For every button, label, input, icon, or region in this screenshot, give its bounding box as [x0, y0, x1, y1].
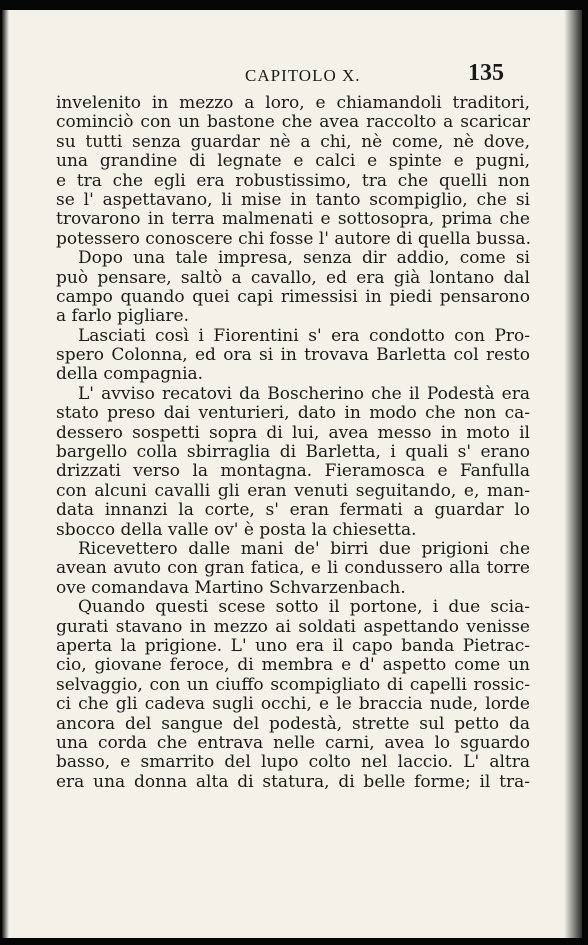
- text-line: stato preso dai venturieri, dato in modo che non ca-: [56, 403, 530, 424]
- text-line: potessero conoscere chi fosse l' autore di quella bussa.: [56, 228, 531, 249]
- text-line: ove comandava Martino Schvarzenbach.: [56, 577, 406, 598]
- text-line: ci che gli cadeva sugli occhi, e le braccia nude, lorde: [56, 694, 530, 715]
- text-line: bargello colla sbirraglia di Barletta, i quali s' erano: [56, 442, 530, 463]
- text-line: basso, e smarrito del lupo colto nel laccio. L' altra: [56, 752, 530, 773]
- text-line: una corda che entrava nelle carni, avea lo sguardo: [56, 732, 530, 753]
- paragraph-start: Quando questi scese sotto il portone, i due scia-: [78, 597, 530, 618]
- text-line: ancora del sangue del podestà, strette sul petto da: [56, 713, 530, 734]
- text-line: dessero sospetti sopra di lui, avea messo in moto il: [56, 422, 530, 443]
- running-head: [2, 60, 582, 90]
- text-line: campo quando quei capi rimessisi in piedi pensarono: [56, 286, 530, 307]
- paragraph-start: Ricevettero dalle mani de' birri due prigioni che: [78, 538, 530, 559]
- text-line: gurati stavano in mezzo ai soldati aspettando venisse: [56, 616, 530, 637]
- page-left-edge: [2, 10, 9, 938]
- text-line: se l' aspettavano, li mise in tanto scompiglio, che si: [56, 189, 530, 210]
- text-line: della compagnia.: [56, 364, 204, 385]
- text-line: drizzati verso la montagna. Fieramosca e Fanfulla: [56, 461, 530, 482]
- text-line: spero Colonna, ed ora si in trovava Barletta col resto: [56, 345, 530, 366]
- text-line: e tra che egli era robustissimo, tra che quelli non: [56, 170, 530, 191]
- text-line: con alcuni cavalli gli eran venuti seguitando, e, man-: [56, 480, 530, 501]
- page-right-edge: [564, 10, 582, 938]
- text-line: invelenito in mezzo a loro, e chiamandoli traditori,: [56, 93, 530, 113]
- text-line: su tutti senza guardar nè a chi, nè come, nè dove,: [56, 131, 530, 152]
- text-line: può pensare, saltò a cavallo, ed era già lontano dal: [56, 267, 530, 288]
- text-line: selvaggio, con un ciuffo scompigliato di capelli rossic-: [56, 674, 530, 695]
- text-line: trovarono in terra malmenati e sottosopra, prima che: [56, 209, 530, 230]
- text-line: avean avuto con gran fatica, e li condussero alla torre: [56, 558, 530, 579]
- text-line: sbocco della valle ov' è posta la chiesetta.: [56, 519, 417, 540]
- text-line: una grandine di legnate e calci e spinte e pugni,: [56, 151, 530, 172]
- paragraph-start: L' avviso recatovi da Boscherino che il Podestà era: [78, 383, 530, 404]
- text-line: era una donna alta di statura, di belle forme; il tra-: [56, 771, 530, 792]
- text-line: data innanzi la corte, s' eran fermati a guardar lo: [56, 500, 530, 521]
- page-number: 135: [468, 60, 504, 86]
- text-line: cio, giovane feroce, di membra e d' aspetto come un: [56, 655, 530, 676]
- text-line: aperta la prigione. L' uno era il capo banda Pietrac-: [56, 635, 530, 656]
- paragraph-start: Dopo una tale impresa, senza dir addio, come si: [78, 248, 530, 269]
- chapter-heading: CAPITOLO X.: [245, 66, 361, 85]
- text-line: a farlo pigliare.: [56, 306, 189, 327]
- book-page: [2, 10, 582, 938]
- body-text: [56, 94, 530, 792]
- paragraph-start: Lasciati così i Fiorentini s' era condotto con Pro-: [78, 325, 530, 346]
- text-line: cominciò con un bastone che avea raccolto a scaricar: [56, 112, 530, 133]
